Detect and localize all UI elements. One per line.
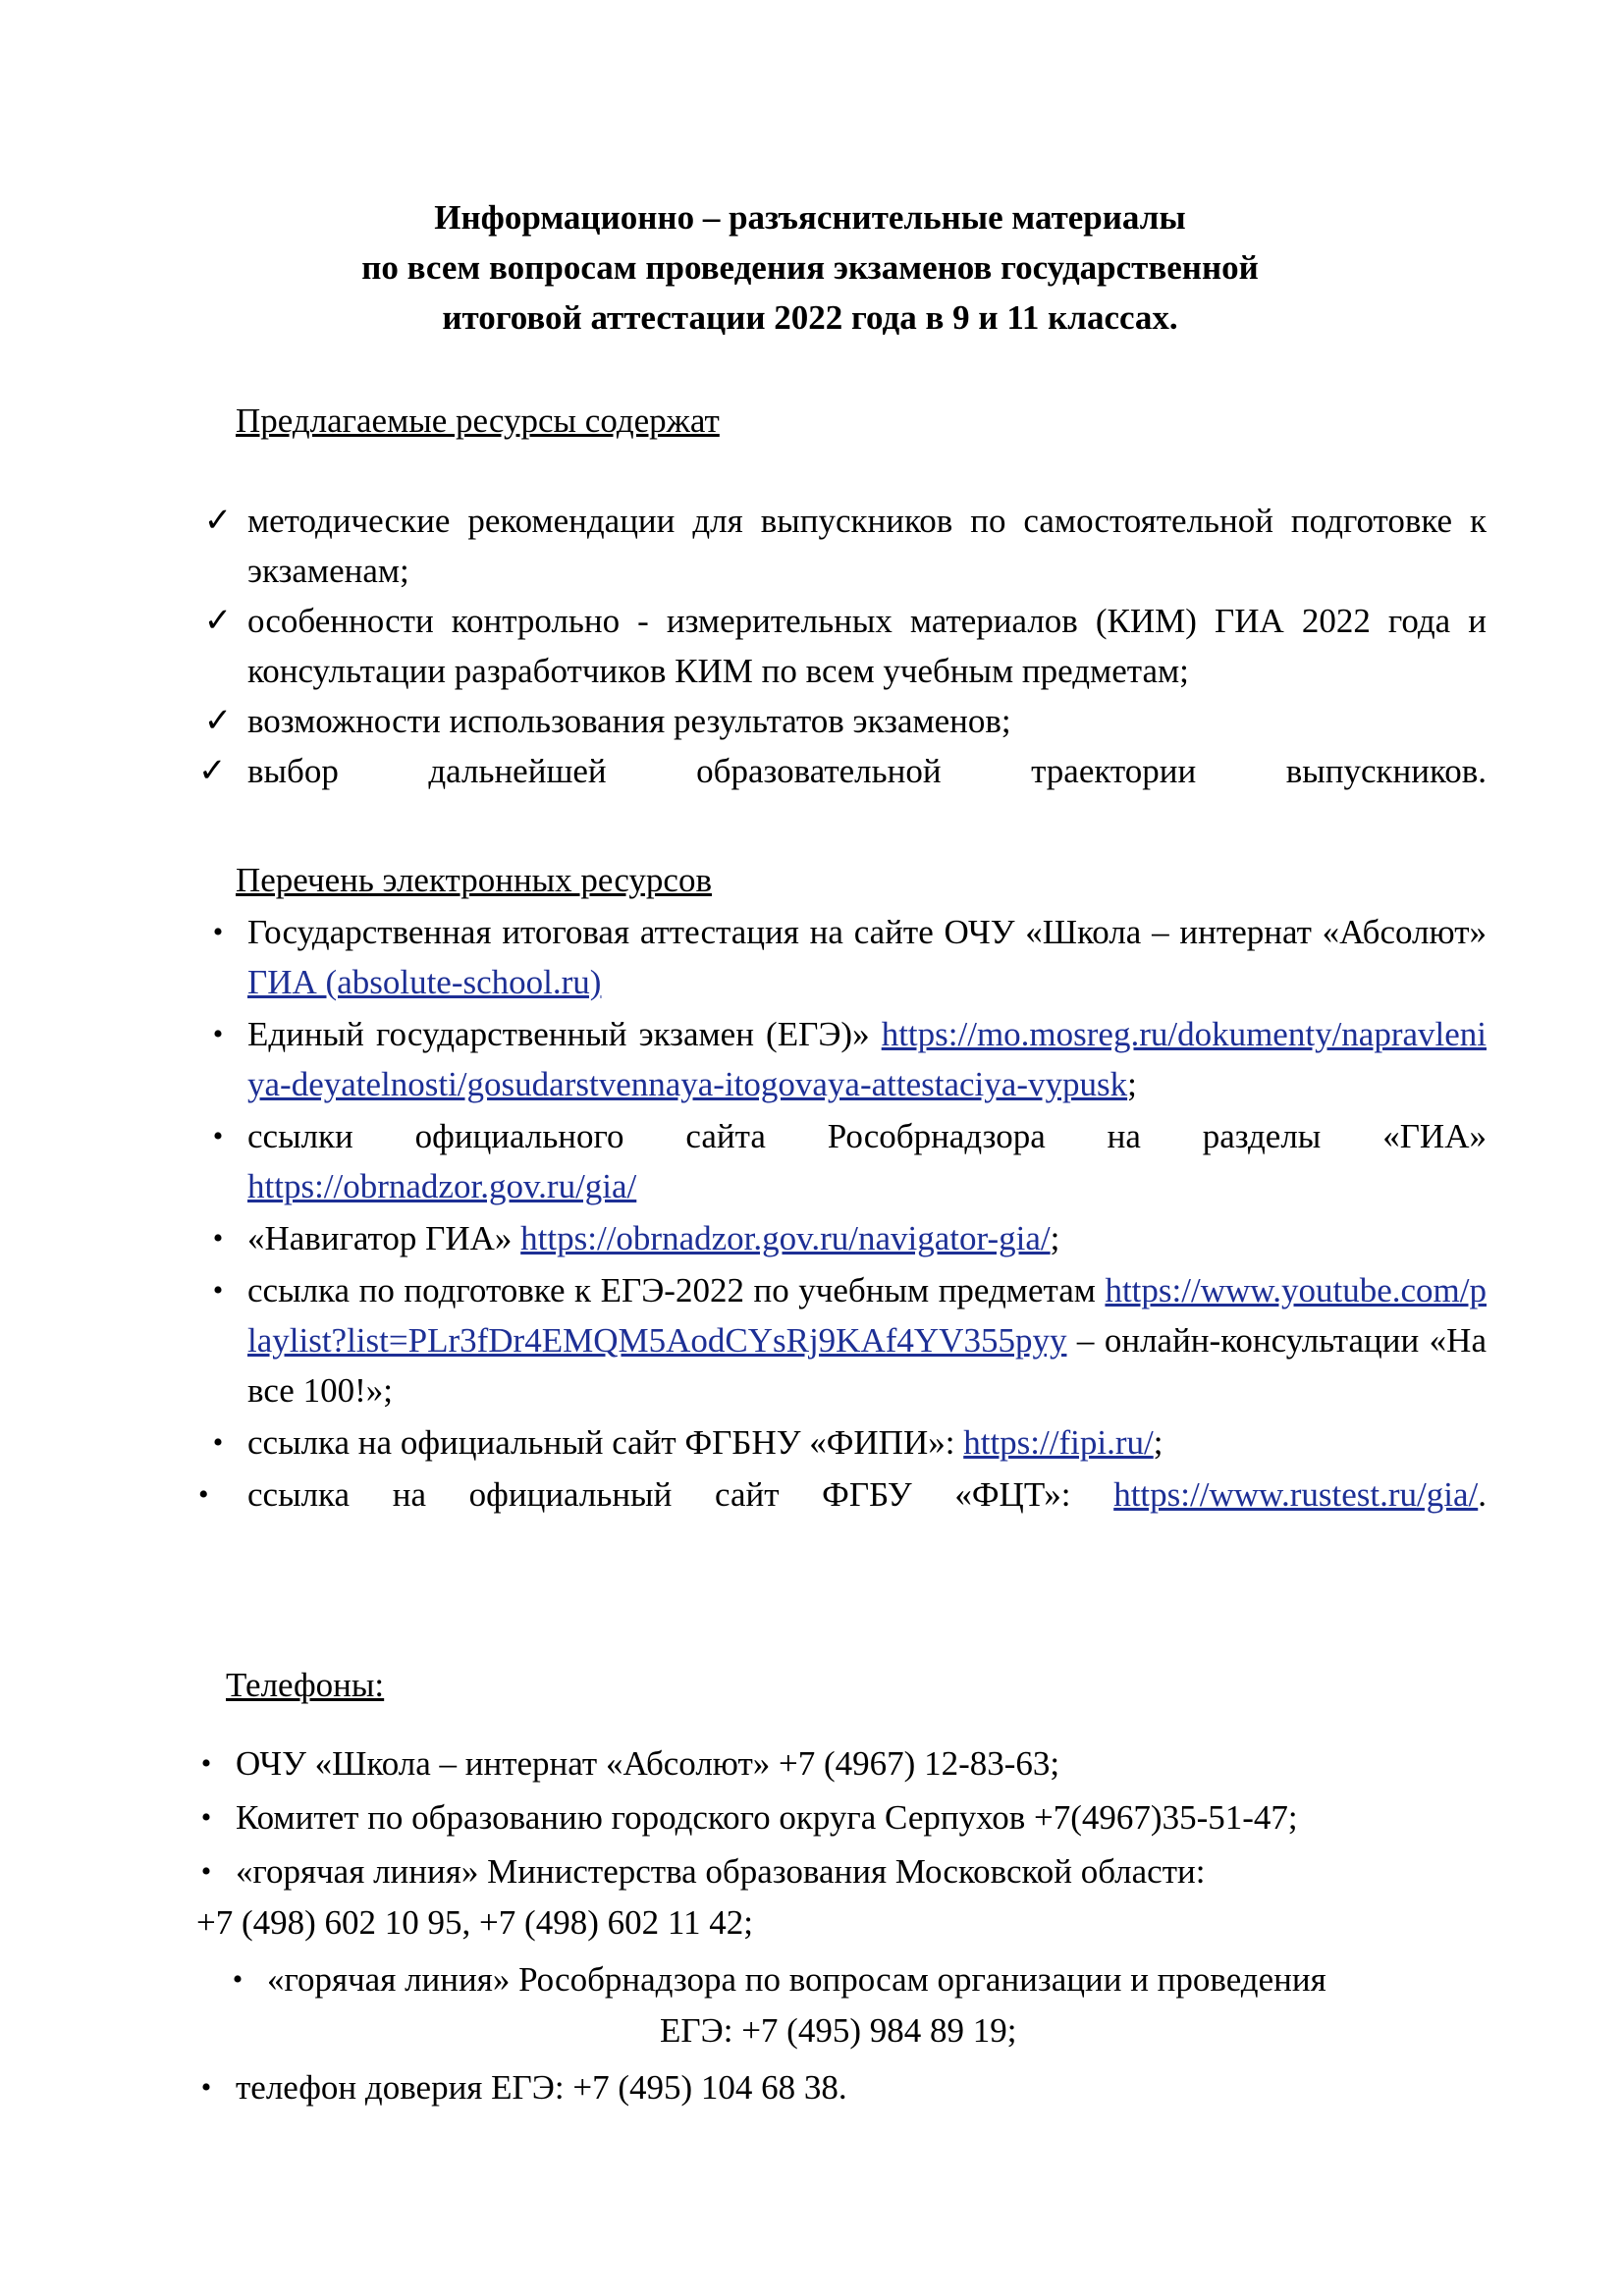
- list-item-continuation: [196, 1897, 753, 1948]
- phone-text: «горячая линия» Рособрнадзора по вопросам организации и проведения: [267, 1960, 1326, 1999]
- resource-text: ссылки официального сайта Рособрнадзора на разделы «ГИА»: [247, 1117, 1487, 1155]
- list-item: • «Навигатор ГИА» https://obrnadzor.gov.ru/navigator-gia/;: [247, 1213, 1487, 1263]
- resource-text: «Навигатор ГИА»: [247, 1219, 521, 1257]
- bullet-icon: •: [212, 1274, 224, 1307]
- resources-list: [198, 907, 1487, 1522]
- contents-item-text: выбор дальнейшей образовательной траектории выпускников.: [247, 752, 1487, 790]
- list-item: [200, 2062, 847, 2112]
- list-item: [203, 596, 1487, 696]
- list-item: [200, 1792, 1298, 1842]
- resource-text: ссылка на официальный сайт ФГБУ «ФЦТ»:: [247, 1475, 1114, 1514]
- bullet-icon: •: [198, 1478, 209, 1511]
- resource-link-rustest[interactable]: https://www.rustest.ru/gia/: [1113, 1475, 1479, 1514]
- list-item: [212, 1111, 1487, 1211]
- resources-heading: Перечень электронных ресурсов: [236, 861, 712, 899]
- list-item: [200, 1846, 1206, 1896]
- resource-text: ссылка на официальный сайт ФГБНУ «ФИПИ»:: [247, 1423, 964, 1462]
- resource-link-youtube-playlist[interactable]: https://www.youtube.com/playlist?list=PLr3fDr4EMQM5AodCYsRj9KAf4YV355pyy: [247, 1271, 1487, 1360]
- resource-link-fipi[interactable]: https://fipi.ru/: [963, 1423, 1154, 1462]
- phone-text: телефон доверия ЕГЭ: +7 (495) 104 68 38.: [236, 2068, 847, 2107]
- list-item: [203, 496, 1487, 596]
- phone-text: +7 (498) 602 10 95, +7 (498) 602 11 42;: [196, 1903, 754, 1942]
- bullet-icon: •: [200, 1855, 212, 1888]
- title-line-3: итоговой аттестации 2022 года в 9 и 11 классах.: [442, 298, 1178, 337]
- phone-text: «горячая линия» Министерства образования Московской области:: [236, 1852, 1206, 1891]
- checkmark-icon: ✓: [203, 603, 233, 639]
- checkmark-icon: ✓: [203, 503, 233, 539]
- phone-text: ЕГЭ: +7 (495) 984 89 19;: [660, 2011, 1017, 2050]
- resource-text: Государственная итоговая аттестация на сайте ОЧУ «Школа – интернат «Абсолют»: [247, 913, 1487, 951]
- bullet-icon: •: [200, 1747, 212, 1780]
- bullet-icon: •: [212, 1018, 224, 1050]
- contents-list: [198, 496, 1487, 796]
- resource-link-obrnadzor-gia[interactable]: https://obrnadzor.gov.ru/gia/: [247, 1167, 637, 1205]
- contents-item-text: методические рекомендации для выпускников по самостоятельной подготовке к экзаменам;: [247, 502, 1487, 590]
- bullet-icon: •: [212, 916, 224, 948]
- list-item: [200, 1738, 1060, 1789]
- list-item-continuation: [660, 2005, 1016, 2056]
- phone-text: Комитет по образованию городского округа Серпухов +7(4967)35-51-47;: [236, 1798, 1298, 1837]
- checkmark-icon: ✓: [203, 703, 233, 739]
- contents-item-text: особенности контрольно - измерительных материалов (КИМ) ГИА 2022 года и консультации разработчиков КИМ по всем учебным предметам;: [247, 602, 1487, 690]
- phones-heading: Телефоны:: [226, 1666, 385, 1704]
- list-item: [232, 1954, 1326, 2004]
- bullet-icon: •: [200, 2071, 212, 2104]
- contents-heading: Предлагаемые ресурсы содержат: [236, 401, 720, 440]
- resource-link-navigator-gia[interactable]: https://obrnadzor.gov.ru/navigator-gia/: [520, 1219, 1051, 1257]
- list-item: • Единый государственный экзамен (ЕГЭ)» https://mo.mosreg.ru/dokumenty/napravleniya-deyatelnosti/gosudarstvennaya-itogovaya-attestaciya-vypusk;: [247, 1009, 1487, 1109]
- resource-link-mosreg[interactable]: https://mo.mosreg.ru/dokumenty/napravleniya-deyatelnosti/gosudarstvennaya-itogovaya-attestaciya-vypusk: [247, 1015, 1487, 1103]
- title-line-1: Информационно – разъяснительные материалы: [434, 198, 1186, 237]
- list-item: • ссылка на официальный сайт ФГБУ «ФЦТ»: https://www.rustest.ru/gia/.: [247, 1469, 1487, 1520]
- bullet-icon: •: [212, 1426, 224, 1459]
- document-title: [196, 192, 1424, 343]
- list-item: [212, 907, 1487, 1007]
- bullet-icon: •: [200, 1801, 212, 1834]
- bullet-icon: •: [212, 1222, 224, 1255]
- bullet-icon: •: [232, 1963, 243, 1996]
- bullet-icon: •: [212, 1120, 224, 1152]
- resource-text: ссылка по подготовке к ЕГЭ-2022 по учебным предметам: [247, 1271, 1106, 1309]
- list-item: [198, 746, 1487, 796]
- list-item: • ссылка на официальный сайт ФГБНУ «ФИПИ»: https://fipi.ru/;: [247, 1417, 1487, 1468]
- resource-text: Единый государственный экзамен (ЕГЭ)»: [247, 1015, 882, 1053]
- list-item: [203, 696, 1487, 746]
- contents-item-text: возможности использования результатов экзаменов;: [247, 702, 1011, 740]
- phone-text: ОЧУ «Школа – интернат «Абсолют» +7 (4967) 12-83-63;: [236, 1744, 1060, 1783]
- checkmark-icon: ✓: [198, 753, 227, 789]
- title-line-2: по всем вопросам проведения экзаменов государственной: [361, 248, 1259, 287]
- resource-link-absolute-school[interactable]: ГИА (absolute-school.ru): [247, 963, 602, 1001]
- list-item: • ссылка по подготовке к ЕГЭ-2022 по учебным предметам https://www.youtube.com/playlist?list=PLr3fDr4EMQM5AodCYsRj9KAf4YV355pyy – онлайн-консультации «На все 100!»;: [247, 1265, 1487, 1415]
